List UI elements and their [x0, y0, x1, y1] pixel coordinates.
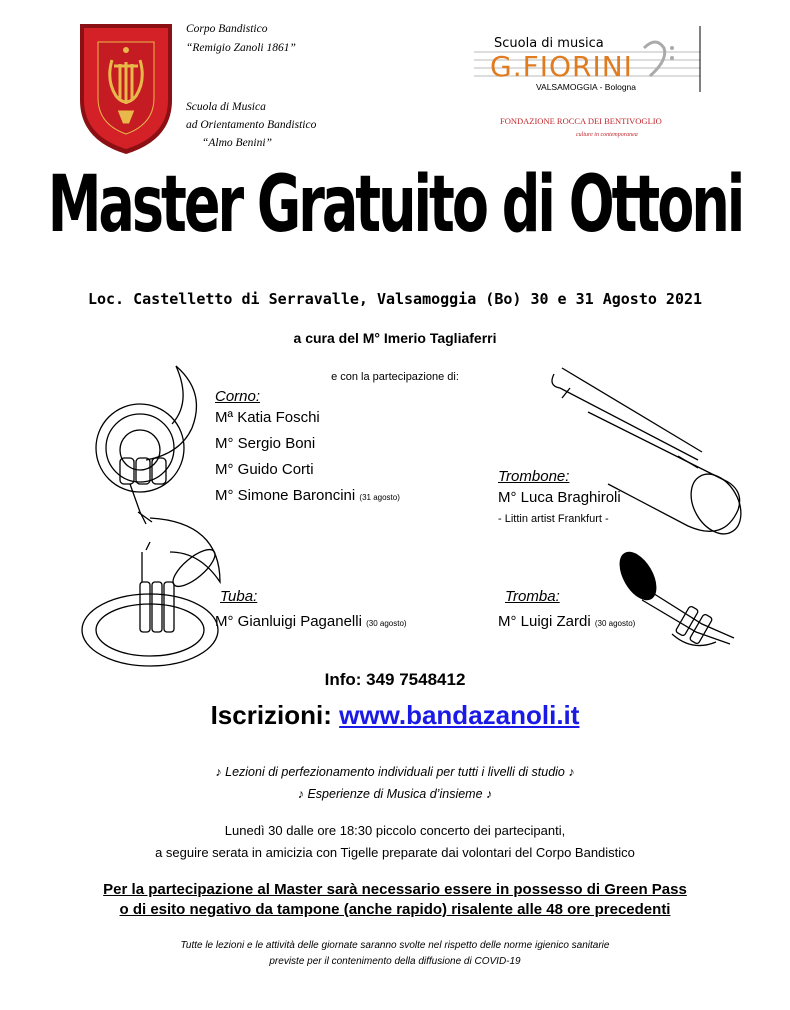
tuba-icon — [70, 512, 230, 672]
french-horn-icon — [80, 362, 210, 532]
footer-line: Tutte le lezioni e le attività delle giornate saranno svolte nel rispetto delle norme igienico sanitarie — [180, 940, 610, 951]
curator-line: a cura del M° Imerio Tagliaferri — [293, 330, 497, 346]
corno-section — [215, 388, 400, 511]
tromba-label: Tromba: — [505, 588, 560, 605]
date-note: (31 agosto) — [359, 493, 400, 502]
participation-line: e con la partecipazione di: — [331, 371, 459, 383]
fondazione-sub: culture in contemporanea — [576, 132, 638, 138]
trombone-label: Trombone: — [498, 468, 570, 485]
fiorini-top-text: Scuola di musica — [494, 36, 604, 51]
corpo-bandistico-name — [186, 22, 296, 56]
tuba-section — [220, 588, 257, 605]
trombone-teacher: M° Luca Braghiroli — [498, 489, 621, 506]
tromba-section — [505, 588, 560, 605]
school-line: ad Orientamento Bandistico — [186, 119, 317, 131]
concert-info — [0, 820, 790, 864]
info-phone: Info: 349 7548412 — [324, 670, 466, 689]
corno-teacher-name: M° Simone Baroncini — [215, 487, 356, 504]
fondazione-logo — [500, 102, 700, 154]
fondazione-text: FONDAZIONE ROCCA DEI BENTIVOGLIO — [500, 116, 662, 126]
concert-line: Lunedì 30 dalle ore 18:30 piccolo concerto dei partecipanti, — [224, 823, 566, 838]
date-note: (30 agosto) — [594, 619, 636, 628]
trombone-note: - Littin artist Frankfurt - — [498, 513, 609, 525]
lesson-line: ♪ Lezioni di perfezionamento individuali per tutti i livelli di studio ♪ — [215, 765, 575, 779]
tuba-teacher — [215, 609, 407, 637]
iscrizioni-line — [0, 700, 790, 731]
green-pass-line: o di esito negativo da tampone (anche rapido) risalente alle 48 ore precedenti — [119, 901, 671, 918]
fiorini-logo — [474, 26, 704, 92]
school-line: “Almo Benini” — [202, 137, 272, 149]
fiorini-brand: G.FIORINI — [490, 50, 633, 83]
iscrizioni-link[interactable]: www.bandazanoli.it — [339, 700, 580, 730]
corno-teacher: Mª Katia Foschi — [215, 409, 320, 426]
footer-line: previste per il contenimento della diffusione di COVID-19 — [269, 956, 521, 967]
fiorini-sub: VALSAMOGGIA - Bologna — [536, 82, 636, 92]
corno-teacher — [215, 483, 400, 511]
school-name — [186, 100, 316, 151]
corno-teacher: M° Guido Corti — [215, 461, 314, 478]
tromba-teacher-name: M° Luigi Zardi — [498, 613, 591, 630]
corno-label: Corno: — [215, 388, 261, 405]
corpo-bandistico-logo — [76, 20, 176, 158]
lesson-line: ♪ Esperienze di Musica d’insieme ♪ — [297, 787, 493, 801]
green-pass-notice — [0, 880, 790, 920]
trombone-section — [498, 468, 621, 525]
location-line: Loc. Castelletto di Serravalle, Valsamoggia (Bo) 30 e 31 Agosto 2021 — [87, 290, 703, 308]
footer-note — [0, 938, 790, 970]
header-line: “Remigio Zanoli 1861” — [186, 42, 296, 54]
concert-line: a seguire serata in amicizia con Tigelle preparate dai volontari del Corpo Bandistico — [155, 845, 635, 860]
page-title: Master Gratuito di Ottoni — [47, 158, 743, 250]
tuba-teacher-name: M° Gianluigi Paganelli — [215, 613, 362, 630]
iscrizioni-label: Iscrizioni: — [210, 700, 332, 730]
green-pass-line: Per la partecipazione al Master sarà necessario essere in possesso di Green Pass — [103, 881, 687, 898]
tromba-teacher — [498, 609, 635, 637]
date-note: (30 agosto) — [366, 619, 407, 628]
school-line: Scuola di Musica — [186, 101, 266, 113]
header-line: Corpo Bandistico — [186, 23, 268, 35]
tuba-label: Tuba: — [220, 588, 258, 605]
corno-teacher: M° Sergio Boni — [215, 435, 316, 452]
trumpet-icon — [612, 546, 742, 656]
